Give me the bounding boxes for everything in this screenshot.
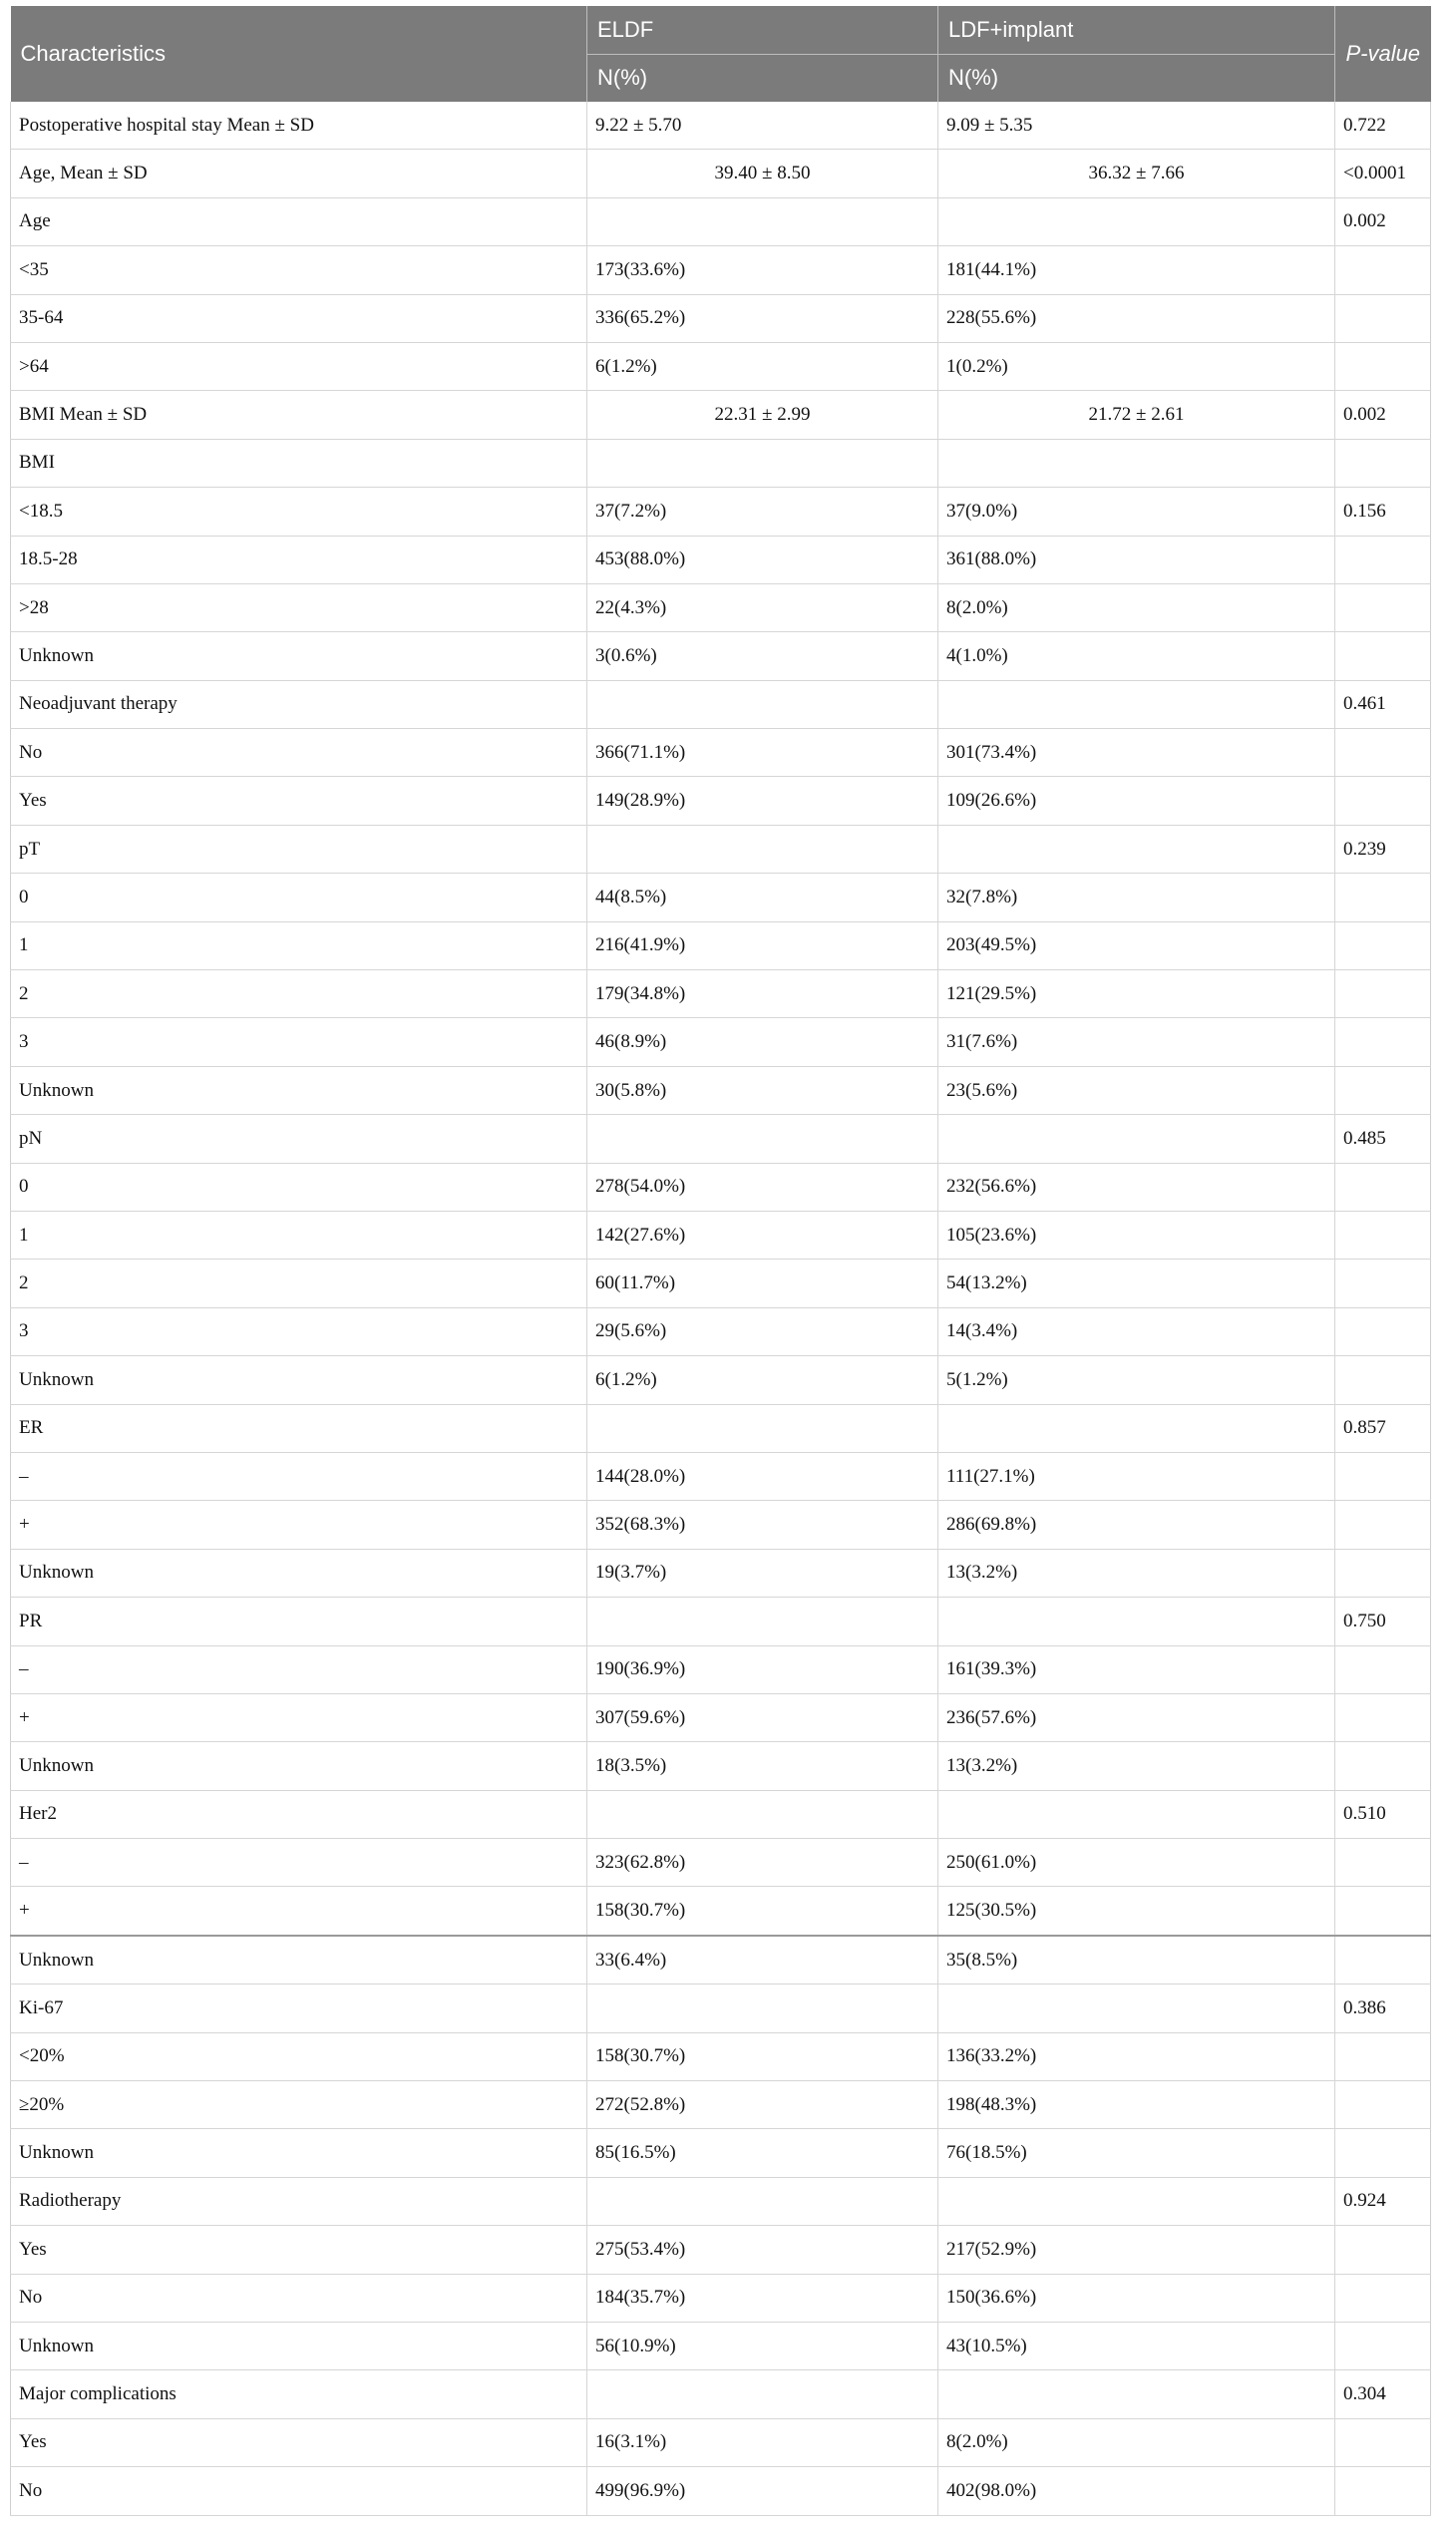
ldf-implant-value: 8(2.0%) bbox=[938, 583, 1335, 631]
table-row bbox=[11, 1790, 1431, 1838]
row-label: 35-64 bbox=[11, 294, 587, 342]
p-value bbox=[1335, 1839, 1431, 1887]
row-label: 2 bbox=[11, 1260, 587, 1307]
row-label: PR bbox=[11, 1598, 587, 1645]
row-label: Yes bbox=[11, 777, 587, 825]
ldf-implant-value bbox=[938, 1985, 1335, 2032]
table-row bbox=[11, 1356, 1431, 1404]
row-label: pT bbox=[11, 825, 587, 873]
eldf-value: 216(41.9%) bbox=[587, 921, 938, 969]
p-value bbox=[1335, 1887, 1431, 1936]
ldf-implant-value bbox=[938, 2177, 1335, 2225]
eldf-value: 16(3.1%) bbox=[587, 2418, 938, 2466]
eldf-value: 33(6.4%) bbox=[587, 1936, 938, 1985]
ldf-implant-value: 76(18.5%) bbox=[938, 2129, 1335, 2177]
eldf-value: 366(71.1%) bbox=[587, 729, 938, 777]
p-value bbox=[1335, 2467, 1431, 2515]
row-label: <18.5 bbox=[11, 488, 587, 536]
table-row bbox=[11, 102, 1431, 150]
ldf-implant-value: 13(3.2%) bbox=[938, 1742, 1335, 1790]
row-label: Unknown bbox=[11, 1549, 587, 1597]
ldf-implant-value: 35(8.5%) bbox=[938, 1936, 1335, 1985]
eldf-value: 352(68.3%) bbox=[587, 1501, 938, 1549]
table-row bbox=[11, 342, 1431, 390]
table-row bbox=[11, 1887, 1431, 1936]
p-value bbox=[1335, 632, 1431, 680]
ldf-implant-value bbox=[938, 2370, 1335, 2418]
p-value bbox=[1335, 1645, 1431, 1693]
table-row bbox=[11, 1066, 1431, 1114]
eldf-value bbox=[587, 1404, 938, 1452]
table-row bbox=[11, 2322, 1431, 2369]
p-value bbox=[1335, 970, 1431, 1018]
eldf-value: 9.22 ± 5.70 bbox=[587, 102, 938, 150]
ldf-implant-value: 8(2.0%) bbox=[938, 2418, 1335, 2466]
table-row bbox=[11, 1260, 1431, 1307]
p-value: 0.461 bbox=[1335, 680, 1431, 728]
eldf-value bbox=[587, 1598, 938, 1645]
p-value bbox=[1335, 2418, 1431, 2466]
row-label: Unknown bbox=[11, 2322, 587, 2369]
ldf-implant-value: 301(73.4%) bbox=[938, 729, 1335, 777]
table-row bbox=[11, 729, 1431, 777]
eldf-value: 144(28.0%) bbox=[587, 1452, 938, 1500]
table-container bbox=[10, 6, 1430, 2516]
table-row bbox=[11, 1839, 1431, 1887]
row-label: ≥20% bbox=[11, 2081, 587, 2129]
eldf-value bbox=[587, 825, 938, 873]
header-characteristics: Characteristics bbox=[11, 6, 587, 102]
p-value bbox=[1335, 439, 1431, 487]
row-label: 3 bbox=[11, 1018, 587, 1066]
p-value: 0.857 bbox=[1335, 1404, 1431, 1452]
table-row bbox=[11, 1598, 1431, 1645]
table-row bbox=[11, 1693, 1431, 1741]
ldf-implant-value: 150(36.6%) bbox=[938, 2274, 1335, 2322]
table-row bbox=[11, 1501, 1431, 1549]
ldf-implant-value bbox=[938, 1115, 1335, 1163]
ldf-implant-value bbox=[938, 680, 1335, 728]
table-row bbox=[11, 2467, 1431, 2515]
eldf-value: 22(4.3%) bbox=[587, 583, 938, 631]
p-value: 0.924 bbox=[1335, 2177, 1431, 2225]
ldf-implant-value bbox=[938, 1790, 1335, 1838]
p-value: 0.156 bbox=[1335, 488, 1431, 536]
p-value: <0.0001 bbox=[1335, 150, 1431, 197]
row-label: – bbox=[11, 1839, 587, 1887]
p-value bbox=[1335, 1066, 1431, 1114]
table-row bbox=[11, 1115, 1431, 1163]
ldf-implant-value: 13(3.2%) bbox=[938, 1549, 1335, 1597]
eldf-value: 278(54.0%) bbox=[587, 1163, 938, 1211]
eldf-value: 30(5.8%) bbox=[587, 1066, 938, 1114]
table-row bbox=[11, 2370, 1431, 2418]
table-row bbox=[11, 1936, 1431, 1985]
row-label: No bbox=[11, 729, 587, 777]
eldf-value bbox=[587, 680, 938, 728]
characteristics-table bbox=[10, 6, 1431, 2516]
row-label: + bbox=[11, 1887, 587, 1936]
eldf-value: 37(7.2%) bbox=[587, 488, 938, 536]
eldf-value bbox=[587, 197, 938, 245]
eldf-value: 173(33.6%) bbox=[587, 246, 938, 294]
p-value bbox=[1335, 874, 1431, 921]
p-value bbox=[1335, 1693, 1431, 1741]
eldf-value bbox=[587, 1985, 938, 2032]
row-label: + bbox=[11, 1693, 587, 1741]
eldf-value bbox=[587, 1115, 938, 1163]
row-label: BMI Mean ± SD bbox=[11, 391, 587, 439]
eldf-value: 6(1.2%) bbox=[587, 1356, 938, 1404]
eldf-value: 499(96.9%) bbox=[587, 2467, 938, 2515]
row-label: Major complications bbox=[11, 2370, 587, 2418]
ldf-implant-value: 43(10.5%) bbox=[938, 2322, 1335, 2369]
table-row bbox=[11, 294, 1431, 342]
table-row bbox=[11, 1452, 1431, 1500]
table-row bbox=[11, 1211, 1431, 1259]
p-value: 0.002 bbox=[1335, 391, 1431, 439]
ldf-implant-value: 203(49.5%) bbox=[938, 921, 1335, 969]
p-value: 0.386 bbox=[1335, 1985, 1431, 2032]
ldf-implant-value: 121(29.5%) bbox=[938, 970, 1335, 1018]
p-value bbox=[1335, 246, 1431, 294]
eldf-value bbox=[587, 2370, 938, 2418]
table-row bbox=[11, 970, 1431, 1018]
row-label: BMI bbox=[11, 439, 587, 487]
p-value bbox=[1335, 729, 1431, 777]
p-value bbox=[1335, 777, 1431, 825]
eldf-value: 3(0.6%) bbox=[587, 632, 938, 680]
row-label: Neoadjuvant therapy bbox=[11, 680, 587, 728]
table-header bbox=[11, 6, 1431, 102]
p-value: 0.750 bbox=[1335, 1598, 1431, 1645]
p-value bbox=[1335, 1936, 1431, 1985]
ldf-implant-value: 236(57.6%) bbox=[938, 1693, 1335, 1741]
ldf-implant-value: 111(27.1%) bbox=[938, 1452, 1335, 1500]
row-label: Unknown bbox=[11, 2129, 587, 2177]
row-label: ER bbox=[11, 1404, 587, 1452]
table-row bbox=[11, 2177, 1431, 2225]
table-row bbox=[11, 439, 1431, 487]
row-label: Her2 bbox=[11, 1790, 587, 1838]
eldf-value: 190(36.9%) bbox=[587, 1645, 938, 1693]
eldf-value: 275(53.4%) bbox=[587, 2226, 938, 2274]
table-row bbox=[11, 2081, 1431, 2129]
table-row bbox=[11, 1404, 1431, 1452]
eldf-value: 272(52.8%) bbox=[587, 2081, 938, 2129]
eldf-value: 453(88.0%) bbox=[587, 536, 938, 583]
eldf-value bbox=[587, 1790, 938, 1838]
table-row bbox=[11, 1742, 1431, 1790]
row-label: No bbox=[11, 2467, 587, 2515]
p-value bbox=[1335, 1501, 1431, 1549]
row-label: Age bbox=[11, 197, 587, 245]
p-value: 0.239 bbox=[1335, 825, 1431, 873]
ldf-implant-value: 161(39.3%) bbox=[938, 1645, 1335, 1693]
row-label: + bbox=[11, 1501, 587, 1549]
table-row bbox=[11, 825, 1431, 873]
table-row bbox=[11, 1018, 1431, 1066]
eldf-value: 6(1.2%) bbox=[587, 342, 938, 390]
eldf-value: 158(30.7%) bbox=[587, 2032, 938, 2080]
ldf-implant-value: 54(13.2%) bbox=[938, 1260, 1335, 1307]
table-row bbox=[11, 2418, 1431, 2466]
header-eldf-n-percent: N(%) bbox=[587, 54, 938, 102]
eldf-value: 22.31 ± 2.99 bbox=[587, 391, 938, 439]
table-row bbox=[11, 2226, 1431, 2274]
p-value bbox=[1335, 1211, 1431, 1259]
row-label: 18.5-28 bbox=[11, 536, 587, 583]
p-value bbox=[1335, 536, 1431, 583]
ldf-implant-value: 109(26.6%) bbox=[938, 777, 1335, 825]
p-value: 0.510 bbox=[1335, 1790, 1431, 1838]
eldf-value: 60(11.7%) bbox=[587, 1260, 938, 1307]
eldf-value: 142(27.6%) bbox=[587, 1211, 938, 1259]
ldf-implant-value: 198(48.3%) bbox=[938, 2081, 1335, 2129]
table-row bbox=[11, 2032, 1431, 2080]
eldf-value bbox=[587, 2177, 938, 2225]
ldf-implant-value: 228(55.6%) bbox=[938, 294, 1335, 342]
table-row bbox=[11, 150, 1431, 197]
row-label: Yes bbox=[11, 2226, 587, 2274]
table-row bbox=[11, 632, 1431, 680]
p-value bbox=[1335, 2322, 1431, 2369]
eldf-value: 307(59.6%) bbox=[587, 1693, 938, 1741]
row-label: 2 bbox=[11, 970, 587, 1018]
table-row bbox=[11, 197, 1431, 245]
ldf-implant-value: 181(44.1%) bbox=[938, 246, 1335, 294]
eldf-value: 29(5.6%) bbox=[587, 1307, 938, 1355]
table-row bbox=[11, 680, 1431, 728]
ldf-implant-value: 9.09 ± 5.35 bbox=[938, 102, 1335, 150]
table-row bbox=[11, 1163, 1431, 1211]
row-label: Postoperative hospital stay Mean ± SD bbox=[11, 102, 587, 150]
p-value bbox=[1335, 2226, 1431, 2274]
header-eldf: ELDF bbox=[587, 6, 938, 54]
p-value bbox=[1335, 1307, 1431, 1355]
header-ldf-implant: LDF+implant bbox=[938, 6, 1335, 54]
row-label: 1 bbox=[11, 921, 587, 969]
eldf-value: 19(3.7%) bbox=[587, 1549, 938, 1597]
ldf-implant-value bbox=[938, 197, 1335, 245]
p-value bbox=[1335, 2274, 1431, 2322]
ldf-implant-value: 4(1.0%) bbox=[938, 632, 1335, 680]
row-label: Unknown bbox=[11, 1742, 587, 1790]
ldf-implant-value: 217(52.9%) bbox=[938, 2226, 1335, 2274]
p-value: 0.722 bbox=[1335, 102, 1431, 150]
p-value: 0.002 bbox=[1335, 197, 1431, 245]
ldf-implant-value bbox=[938, 1404, 1335, 1452]
p-value: 0.485 bbox=[1335, 1115, 1431, 1163]
p-value bbox=[1335, 1549, 1431, 1597]
table-row bbox=[11, 1549, 1431, 1597]
ldf-implant-value: 1(0.2%) bbox=[938, 342, 1335, 390]
row-label: 1 bbox=[11, 1211, 587, 1259]
row-label: 0 bbox=[11, 1163, 587, 1211]
table-row bbox=[11, 777, 1431, 825]
row-label: pN bbox=[11, 1115, 587, 1163]
p-value bbox=[1335, 1452, 1431, 1500]
p-value bbox=[1335, 2081, 1431, 2129]
eldf-value bbox=[587, 439, 938, 487]
ldf-implant-value: 105(23.6%) bbox=[938, 1211, 1335, 1259]
p-value bbox=[1335, 1018, 1431, 1066]
eldf-value: 179(34.8%) bbox=[587, 970, 938, 1018]
table-row bbox=[11, 1307, 1431, 1355]
ldf-implant-value: 5(1.2%) bbox=[938, 1356, 1335, 1404]
eldf-value: 85(16.5%) bbox=[587, 2129, 938, 2177]
eldf-value: 336(65.2%) bbox=[587, 294, 938, 342]
row-label: Ki-67 bbox=[11, 1985, 587, 2032]
row-label: <20% bbox=[11, 2032, 587, 2080]
row-label: No bbox=[11, 2274, 587, 2322]
ldf-implant-value: 23(5.6%) bbox=[938, 1066, 1335, 1114]
table-row bbox=[11, 874, 1431, 921]
ldf-implant-value: 14(3.4%) bbox=[938, 1307, 1335, 1355]
p-value bbox=[1335, 294, 1431, 342]
row-label: >64 bbox=[11, 342, 587, 390]
p-value: 0.304 bbox=[1335, 2370, 1431, 2418]
table-body bbox=[11, 102, 1431, 2515]
eldf-value: 323(62.8%) bbox=[587, 1839, 938, 1887]
row-label: Unknown bbox=[11, 1936, 587, 1985]
p-value bbox=[1335, 1163, 1431, 1211]
ldf-implant-value: 36.32 ± 7.66 bbox=[938, 150, 1335, 197]
ldf-implant-value: 286(69.8%) bbox=[938, 1501, 1335, 1549]
p-value bbox=[1335, 583, 1431, 631]
row-label: Age, Mean ± SD bbox=[11, 150, 587, 197]
table-row bbox=[11, 391, 1431, 439]
ldf-implant-value: 361(88.0%) bbox=[938, 536, 1335, 583]
eldf-value: 39.40 ± 8.50 bbox=[587, 150, 938, 197]
p-value bbox=[1335, 2129, 1431, 2177]
eldf-value: 149(28.9%) bbox=[587, 777, 938, 825]
row-label: >28 bbox=[11, 583, 587, 631]
table-row bbox=[11, 921, 1431, 969]
table-row bbox=[11, 488, 1431, 536]
row-label: Yes bbox=[11, 2418, 587, 2466]
row-label: Unknown bbox=[11, 632, 587, 680]
p-value bbox=[1335, 2032, 1431, 2080]
p-value bbox=[1335, 1356, 1431, 1404]
ldf-implant-value: 402(98.0%) bbox=[938, 2467, 1335, 2515]
p-value bbox=[1335, 1742, 1431, 1790]
eldf-value: 184(35.7%) bbox=[587, 2274, 938, 2322]
row-label: <35 bbox=[11, 246, 587, 294]
table-row bbox=[11, 583, 1431, 631]
ldf-implant-value bbox=[938, 825, 1335, 873]
row-label: 3 bbox=[11, 1307, 587, 1355]
ldf-implant-value: 136(33.2%) bbox=[938, 2032, 1335, 2080]
table-row bbox=[11, 246, 1431, 294]
row-label: Radiotherapy bbox=[11, 2177, 587, 2225]
eldf-value: 56(10.9%) bbox=[587, 2322, 938, 2369]
p-value bbox=[1335, 342, 1431, 390]
table-row bbox=[11, 2129, 1431, 2177]
row-label: – bbox=[11, 1452, 587, 1500]
ldf-implant-value: 125(30.5%) bbox=[938, 1887, 1335, 1936]
ldf-implant-value bbox=[938, 1598, 1335, 1645]
ldf-implant-value: 31(7.6%) bbox=[938, 1018, 1335, 1066]
eldf-value: 44(8.5%) bbox=[587, 874, 938, 921]
p-value bbox=[1335, 921, 1431, 969]
eldf-value: 158(30.7%) bbox=[587, 1887, 938, 1936]
header-p-value: P-value bbox=[1335, 6, 1431, 102]
ldf-implant-value bbox=[938, 439, 1335, 487]
row-label: 0 bbox=[11, 874, 587, 921]
row-label: Unknown bbox=[11, 1356, 587, 1404]
table-row bbox=[11, 536, 1431, 583]
header-ldf-n-percent: N(%) bbox=[938, 54, 1335, 102]
eldf-value: 18(3.5%) bbox=[587, 1742, 938, 1790]
table-row bbox=[11, 2274, 1431, 2322]
table-row bbox=[11, 1645, 1431, 1693]
table-row bbox=[11, 1985, 1431, 2032]
ldf-implant-value: 21.72 ± 2.61 bbox=[938, 391, 1335, 439]
eldf-value: 46(8.9%) bbox=[587, 1018, 938, 1066]
p-value bbox=[1335, 1260, 1431, 1307]
row-label: – bbox=[11, 1645, 587, 1693]
ldf-implant-value: 37(9.0%) bbox=[938, 488, 1335, 536]
ldf-implant-value: 32(7.8%) bbox=[938, 874, 1335, 921]
row-label: Unknown bbox=[11, 1066, 587, 1114]
ldf-implant-value: 250(61.0%) bbox=[938, 1839, 1335, 1887]
ldf-implant-value: 232(56.6%) bbox=[938, 1163, 1335, 1211]
